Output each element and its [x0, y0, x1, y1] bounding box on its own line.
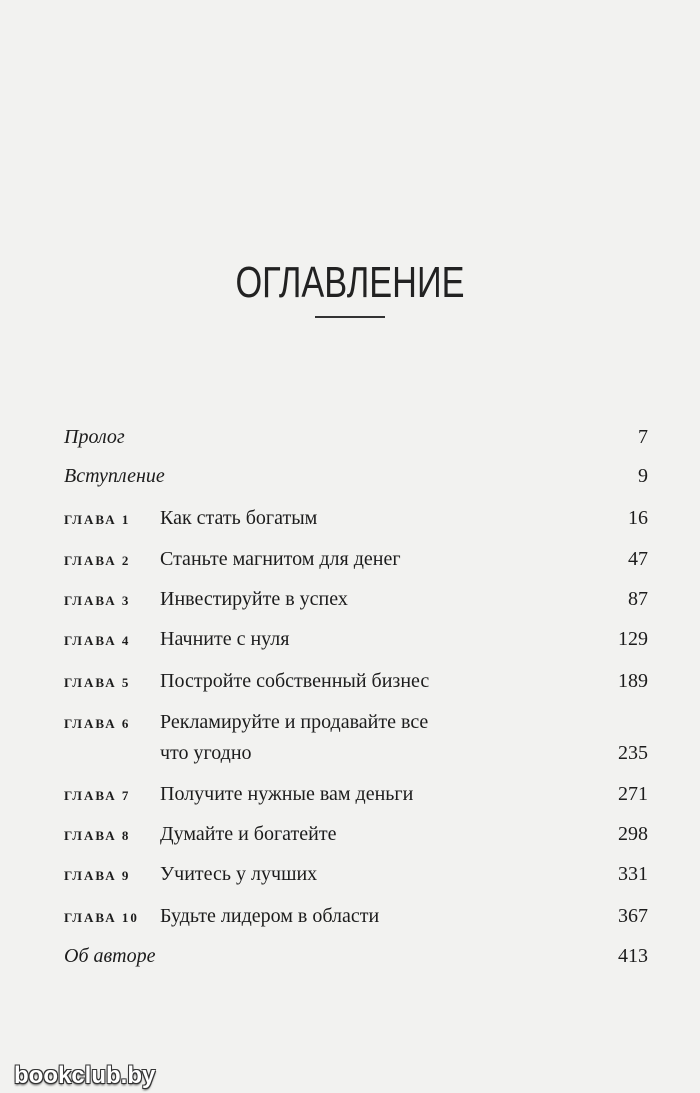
toc-entry-label: ГЛАВА 2	[64, 553, 131, 568]
toc-entry-label: ГЛАВА 9	[64, 868, 131, 883]
toc-entry-page: 129	[618, 628, 648, 650]
toc-entry-page: 331	[618, 863, 648, 885]
toc-entry-label: ГЛАВА 3	[64, 593, 131, 608]
toc-entry-label: ГЛАВА 8	[64, 828, 131, 843]
toc-entry-page: 47	[628, 548, 648, 570]
toc-entry-title: Вступление	[64, 465, 165, 487]
toc-entry-label: ГЛАВА 5	[64, 675, 131, 690]
toc-entry-title: Рекламируйте и продавайте все	[160, 711, 429, 733]
toc-entry-page: 87	[628, 588, 648, 610]
toc-entry-title: Думайте и богатейте	[160, 823, 337, 845]
toc-entry-title: Постройте собственный бизнес	[160, 670, 430, 692]
toc-entry-title: Учитесь у лучших	[160, 863, 318, 885]
toc-entry-page: 16	[628, 507, 648, 529]
toc-entry-title: Станьте магнитом для денег	[160, 548, 401, 570]
toc-entry-label: ГЛАВА 7	[64, 788, 131, 803]
page-title: ОГЛАВЛЕНИЕ	[235, 258, 465, 307]
toc-entry-page: 367	[618, 905, 648, 927]
watermark: bookclub.by	[14, 1062, 156, 1089]
toc-entry-title: Пролог	[64, 426, 125, 448]
toc-entry-title-continued: что угодно	[160, 742, 252, 764]
toc-entry-label: ГЛАВА 1	[64, 512, 131, 527]
toc-entry-title: Как стать богатым	[160, 507, 318, 529]
toc-entry-page: 189	[618, 670, 648, 692]
toc-entry-label: ГЛАВА 6	[64, 716, 131, 731]
toc-entry-page: 9	[638, 465, 648, 487]
toc-entry-label: ГЛАВА 4	[64, 633, 131, 648]
toc-entry-page: 271	[618, 783, 648, 805]
toc-entry-page: 7	[638, 426, 648, 448]
toc-entry-page: 235	[618, 742, 648, 764]
toc-entry-title: Будьте лидером в области	[160, 905, 380, 927]
toc-entry-title: Об авторе	[64, 945, 156, 967]
toc-entry-title: Инвестируйте в успех	[160, 588, 348, 610]
toc-entry-title: Получите нужные вам деньги	[160, 783, 414, 805]
toc-entry-page: 413	[618, 945, 648, 967]
title-underline	[315, 316, 385, 318]
toc-entry-page: 298	[618, 823, 648, 845]
toc-entry-title: Начните с нуля	[160, 628, 290, 650]
toc-entry-label: ГЛАВА 10	[64, 910, 139, 925]
